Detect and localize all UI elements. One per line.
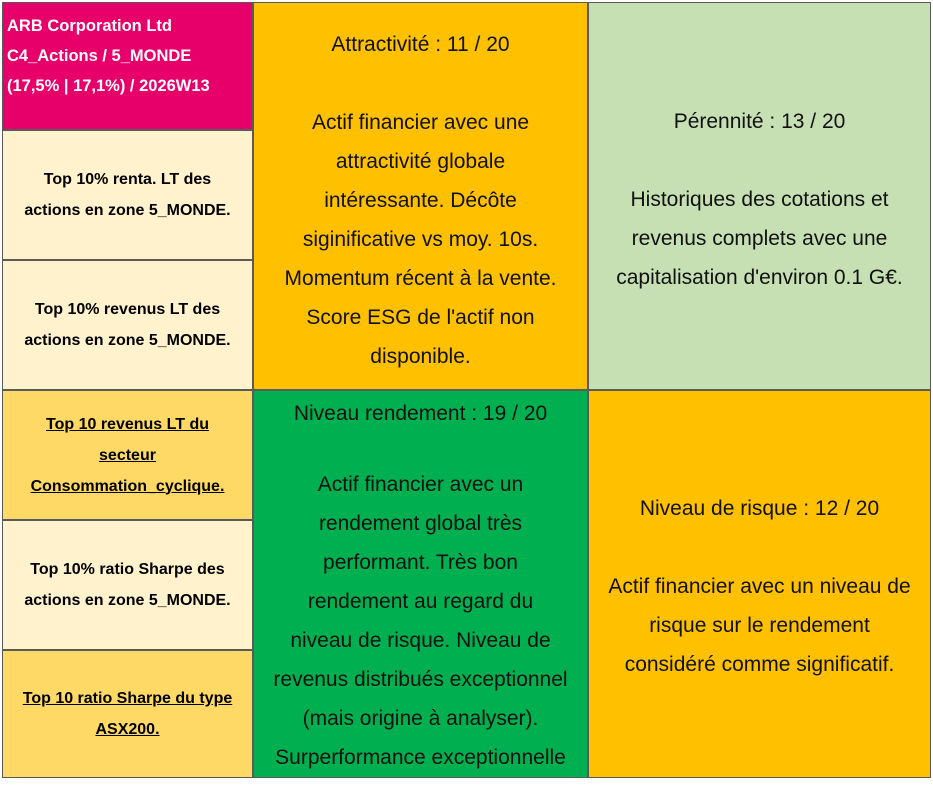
panel-line: (mais origine à analyser). [302,707,539,730]
panel-line: revenus complets avec une [631,227,888,250]
panel-risque [588,390,931,778]
left-item-revenus [2,260,253,390]
panel-line: performant. Très bon [323,551,518,574]
panel-line: risque sur le rendement [649,614,870,637]
left-item-link-line[interactable]: secteur [99,446,156,464]
panel-title: Attractivité : 11 / 20 [331,33,510,56]
panel-line: Momentum récent à la vente. [284,267,557,290]
asset-category: C4_Actions / 5_MONDE [7,47,192,65]
left-item-link-line[interactable]: ASX200. [95,721,160,738]
panel-line: disponible. [370,345,471,368]
panel-line: siginificative vs moy. 10s. [302,228,539,251]
panel-title: Pérennité : 13 / 20 [673,110,846,133]
panel-line: Score ESG de l'actif non [306,306,535,329]
left-item-link-line[interactable]: Consommation_cyclique. [30,477,225,495]
left-item-line: Top 10% ratio Sharpe des [30,561,225,578]
panel-line: considéré comme significatif. [624,653,895,676]
left-item-line: actions en zone 5_MONDE. [24,202,231,219]
left-item-link-line[interactable]: Top 10 ratio Sharpe du type [22,690,233,707]
left-item-sharpe-type[interactable] [2,650,253,778]
left-item-line: actions en zone 5_MONDE. [24,592,231,609]
panel-line: Historiques des cotations et [630,188,889,211]
panel-title: Niveau rendement : 19 / 20 [293,402,548,425]
panel-line: intéressante. Décôte [324,189,517,212]
left-item-line: Top 10% renta. LT des [43,171,212,188]
panel-line: Surperformance exceptionnelle [275,746,566,769]
panel-rendement [253,390,588,778]
left-item-line: Top 10% revenus LT des [34,301,221,318]
left-item-renta [2,130,253,260]
panel-line: rendement global très [318,512,523,535]
left-item-link-line[interactable]: Top 10 revenus LT du [46,415,209,433]
panel-line: rendement au regard du [307,590,534,613]
panel-line: Actif financier avec une [311,111,530,134]
panel-title: Niveau de risque : 12 / 20 [639,497,880,520]
panel-perennite [588,2,931,390]
panel-line: attractivité globale [335,150,506,173]
panel-line: capitalisation d'environ 0.1 G€. [616,266,903,289]
company-name: ARB Corporation Ltd [7,17,172,35]
panel-attractivite [253,2,588,390]
left-item-sharpe [2,520,253,650]
asset-stats: (17,5% | 17,1%) / 2026W13 [7,77,210,95]
left-item-revenus-secteur[interactable] [2,390,253,520]
panel-line: niveau de risque. Niveau de [290,629,551,652]
panel-line: Actif financier avec un niveau de [608,575,911,598]
left-item-line: actions en zone 5_MONDE. [24,332,231,349]
asset-header [2,2,253,130]
panel-line: revenus distribués exceptionnel [273,668,568,691]
panel-line: Actif financier avec un [317,473,524,496]
